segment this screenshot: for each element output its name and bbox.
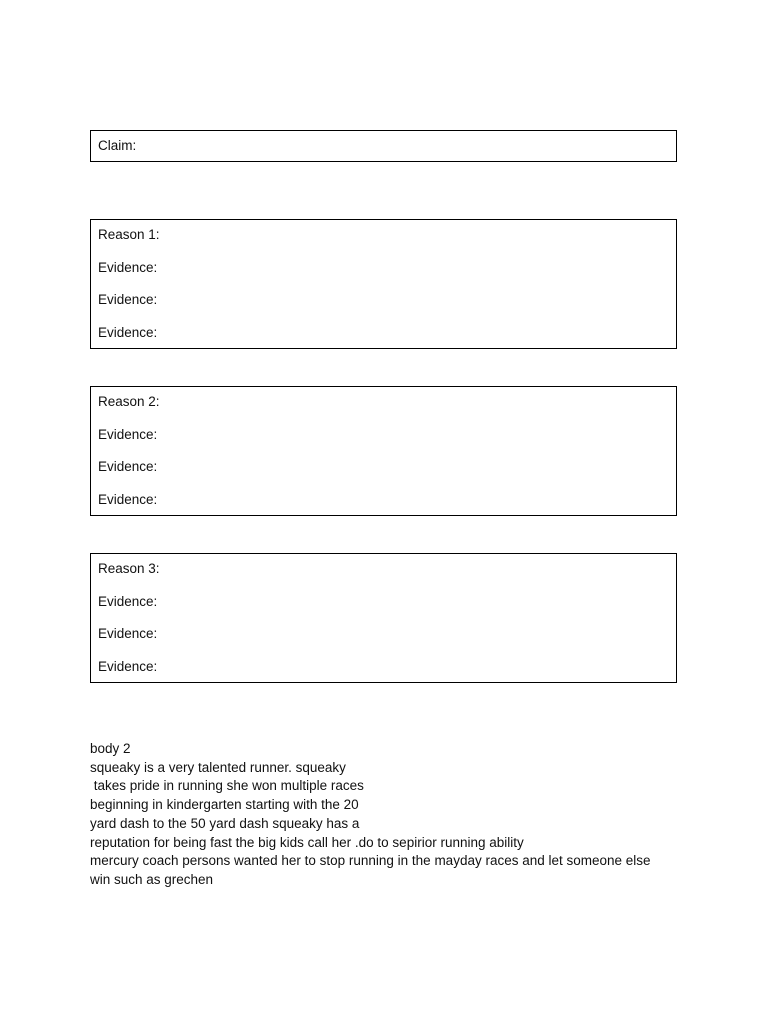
reason-3-box [90,553,677,683]
reason-1-label: Reason 1: [98,227,160,242]
body-line: mercury coach persons wanted her to stop running in the mayday races and let someone else [90,853,651,869]
reason-2-evidence-3: Evidence: [98,492,158,507]
body-paragraph [90,740,690,890]
reason-3-evidence-1: Evidence: [98,594,158,609]
claim-box [90,130,677,162]
reason-1-evidence-3: Evidence: [98,325,158,340]
reason-3-evidence-2: Evidence: [98,626,158,641]
reason-2-evidence-1: Evidence: [98,427,158,442]
body-line: beginning in kindergarten starting with the 20 [90,797,359,813]
claim-label: Claim: [98,138,137,153]
body-line: takes pride in running she won multiple races [90,778,364,794]
reason-2-label: Reason 2: [98,394,160,409]
body-line: squeaky is a very talented runner. squeaky [90,759,346,775]
reason-3-label: Reason 3: [98,561,160,576]
reason-2-box [90,386,677,516]
reason-1-evidence-1: Evidence: [98,260,158,275]
reason-1-evidence-2: Evidence: [98,292,158,307]
body-line: yard dash to the 50 yard dash squeaky has a [90,815,360,831]
body-line: win such as grechen [90,871,214,887]
reason-3-evidence-3: Evidence: [98,659,158,674]
reason-1-box [90,219,677,349]
reason-2-evidence-2: Evidence: [98,459,158,474]
body-line: reputation for being fast the big kids call her .do to sepirior running ability [90,834,524,850]
body-heading: body 2 [90,741,131,756]
